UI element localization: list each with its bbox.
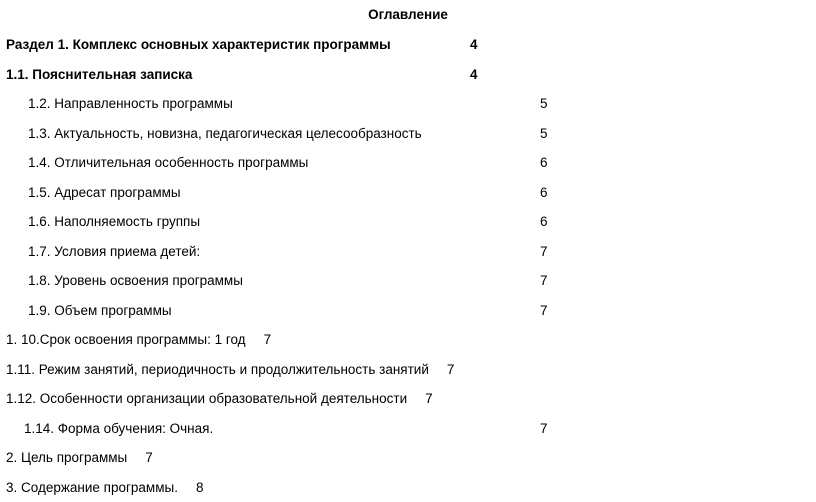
toc-entry-label: 1.11. Режим занятий, периодичность и продолжительность занятий	[0, 355, 429, 385]
toc-entry-label: 1.12. Особенности организации образовательной деятельности	[0, 384, 407, 414]
toc-entry[interactable]	[0, 325, 816, 355]
toc-entry[interactable]	[0, 119, 816, 149]
toc-entry-page: 7	[540, 414, 548, 444]
page-title: Оглавление	[0, 6, 816, 24]
toc-entry[interactable]	[0, 30, 816, 60]
toc-entry-label: 1.5. Адресат программы	[0, 178, 181, 208]
toc-entry-page: 4	[470, 60, 478, 90]
toc-entry-page: 7	[429, 355, 455, 385]
toc-entry-label: Раздел 1. Комплекс основных характеристик программы	[0, 30, 391, 60]
toc-entry-label: 2. Цель программы	[0, 443, 127, 473]
toc-entry-page: 6	[540, 178, 548, 208]
toc-entry-label: 1.1. Пояснительная записка	[0, 60, 192, 90]
toc-entry-label: 1.9. Объем программы	[0, 296, 172, 326]
toc-entry-label: 1.8. Уровень освоения программы	[0, 266, 243, 296]
toc-entry-page: 5	[540, 89, 548, 119]
toc-entry-page: 8	[178, 473, 204, 502]
toc-entry[interactable]	[0, 473, 816, 502]
toc-entry-label: 1.7. Условия приема детей:	[0, 237, 200, 267]
toc-entry[interactable]	[0, 443, 816, 473]
toc-entry[interactable]	[0, 384, 816, 414]
toc-entry-label: 1.2. Направленность программы	[0, 89, 233, 119]
toc-entry-page: 7	[246, 325, 272, 355]
toc-entry-page: 7	[540, 296, 548, 326]
toc-entry-label: 1.3. Актуальность, новизна, педагогическая целесообразность	[0, 119, 422, 149]
toc-entry-page: 4	[470, 30, 478, 60]
table-of-contents	[0, 30, 816, 502]
toc-entry-label: 1.14. Форма обучения: Очная.	[0, 414, 213, 444]
toc-entry-page: 7	[127, 443, 153, 473]
toc-entry-page: 6	[540, 207, 548, 237]
toc-entry-label: 1.4. Отличительная особенность программы	[0, 148, 308, 178]
toc-entry-label: 1. 10.Срок освоения программы: 1 год	[0, 325, 246, 355]
toc-entry-label: 3. Содержание программы.	[0, 473, 178, 502]
toc-entry[interactable]	[0, 296, 816, 326]
toc-entry[interactable]	[0, 414, 816, 444]
toc-entry[interactable]	[0, 355, 816, 385]
toc-entry-page: 7	[407, 384, 433, 414]
toc-entry-page: 6	[540, 148, 548, 178]
toc-entry-page: 7	[540, 266, 548, 296]
toc-entry[interactable]	[0, 266, 816, 296]
toc-entry[interactable]	[0, 148, 816, 178]
toc-entry[interactable]	[0, 237, 816, 267]
toc-entry[interactable]	[0, 89, 816, 119]
toc-entry-page: 7	[540, 237, 548, 267]
toc-entry-page: 5	[540, 119, 548, 149]
toc-entry[interactable]	[0, 178, 816, 208]
toc-entry[interactable]	[0, 60, 816, 90]
toc-entry[interactable]	[0, 207, 816, 237]
toc-entry-label: 1.6. Наполняемость группы	[0, 207, 200, 237]
